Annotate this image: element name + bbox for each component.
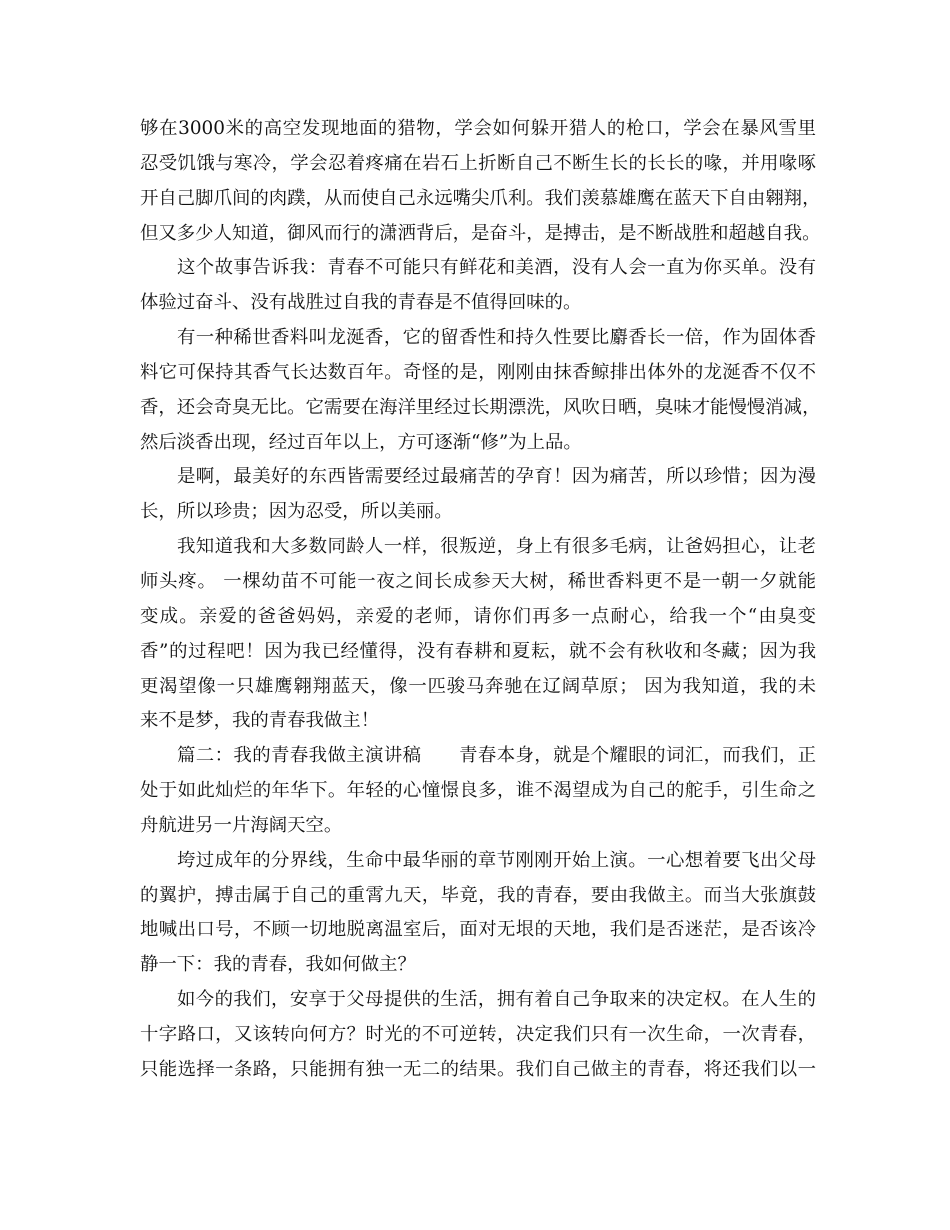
paragraph-line: 有一种稀世香料叫龙涎香，它的留香性和持久性要比麝香长一倍，作为固体香 bbox=[177, 327, 816, 349]
paragraph-line: 这个故事告诉我：青春不可能只有鲜花和美酒，没有人会一直为你买单。没有 bbox=[177, 257, 816, 279]
paragraph-line: 香，还会奇臭无比。它需要在海洋里经过长期漂洗，风吹日晒，臭味才能慢慢消减， bbox=[140, 396, 821, 418]
paragraph-line: 来不是梦，我的青春我做主！ bbox=[140, 710, 380, 732]
paragraph-line: 地喊出口号，不顾一切地脱离温室后，面对无垠的天地，我们是否迷茫，是否该冷 bbox=[140, 919, 816, 941]
paragraph-line: 我知道我和大多数同龄人一样，很叛逆，身上有很多毛病，让爸妈担心，让老 bbox=[177, 536, 816, 558]
paragraph-line: 忍受饥饿与寒冷，学会忍着疼痛在岩石上折断自己不断生长的长长的喙，并用喙啄 bbox=[140, 152, 816, 174]
paragraph-line: 篇二：我的青春我做主演讲稿 青春本身，就是个耀眼的词汇，而我们，正 bbox=[177, 745, 816, 767]
paragraph-line: 香”的过程吧！因为我已经懂得，没有春耕和夏耘，就不会有秋收和冬藏；因为我 bbox=[140, 640, 816, 662]
paragraph-line: 然后淡香出现，经过百年以上，方可逐渐“修”为上品。 bbox=[140, 431, 582, 453]
paragraph-line: 更渴望像一只雄鹰翱翔蓝天，像一匹骏马奔驰在辽阔草原； 因为我知道，我的未 bbox=[140, 675, 816, 697]
paragraph-line: 开自己脚爪间的肉蹼，从而使自己永远嘴尖爪利。我们羡慕雄鹰在蓝天下自由翱翔， bbox=[140, 187, 821, 209]
paragraph-line: 如今的我们，安享于父母提供的生活，拥有着自己争取来的决定权。在人生的 bbox=[177, 989, 816, 1011]
paragraph-line: 够在3000米的高空发现地面的猎物，学会如何躲开猎人的枪口，学会在暴风雪里 bbox=[140, 118, 816, 139]
paragraph-line: 处于如此灿烂的年华下。年轻的心憧憬良多，谁不渴望成为自己的舵手，引生命之 bbox=[140, 780, 816, 802]
paragraph-line: 变成。亲爱的爸爸妈妈，亲爱的老师，请你们再多一点耐心，给我一个“由臭变 bbox=[140, 605, 816, 627]
paragraph-line: 体验过奋斗、没有战胜过自我的青春是不值得回味的。 bbox=[140, 292, 582, 314]
paragraph-line: 料它可保持其香气长达数百年。奇怪的是，刚刚由抹香鲸排出体外的龙涎香不仅不 bbox=[140, 361, 816, 383]
paragraph-line: 师头疼。 一棵幼苗不可能一夜之间长成参天大树，稀世香料更不是一朝一夕就能 bbox=[140, 570, 816, 592]
paragraph-line: 十字路口，又该转向何方？时光的不可逆转，决定我们只有一次生命，一次青春， bbox=[140, 1023, 816, 1045]
paragraph-line: 但又多少人知道，御风而行的潇洒背后，是奋斗，是搏击，是不断战胜和超越自我。 bbox=[140, 222, 821, 244]
document-body bbox=[140, 112, 821, 1088]
paragraph-line: 只能选择一条路，只能拥有独一无二的结果。我们自己做主的青春，将还我们以一 bbox=[140, 1058, 816, 1080]
paragraph-line: 静一下：我的青春，我如何做主？ bbox=[140, 954, 416, 976]
paragraph-line: 垮过成年的分界线，生命中最华丽的章节刚刚开始上演。一心想着要飞出父母 bbox=[177, 849, 816, 871]
paragraph-line: 舟航进另一片海阔天空。 bbox=[140, 814, 343, 836]
paragraph-line: 长，所以珍贵；因为忍受，所以美丽。 bbox=[140, 501, 453, 523]
paragraph-line: 的翼护，搏击属于自己的重霄九天，毕竟，我的青春，要由我做主。而当大张旗鼓 bbox=[140, 884, 816, 906]
paragraph-line: 是啊，最美好的东西皆需要经过最痛苦的孕育！因为痛苦，所以珍惜；因为漫 bbox=[177, 466, 816, 488]
